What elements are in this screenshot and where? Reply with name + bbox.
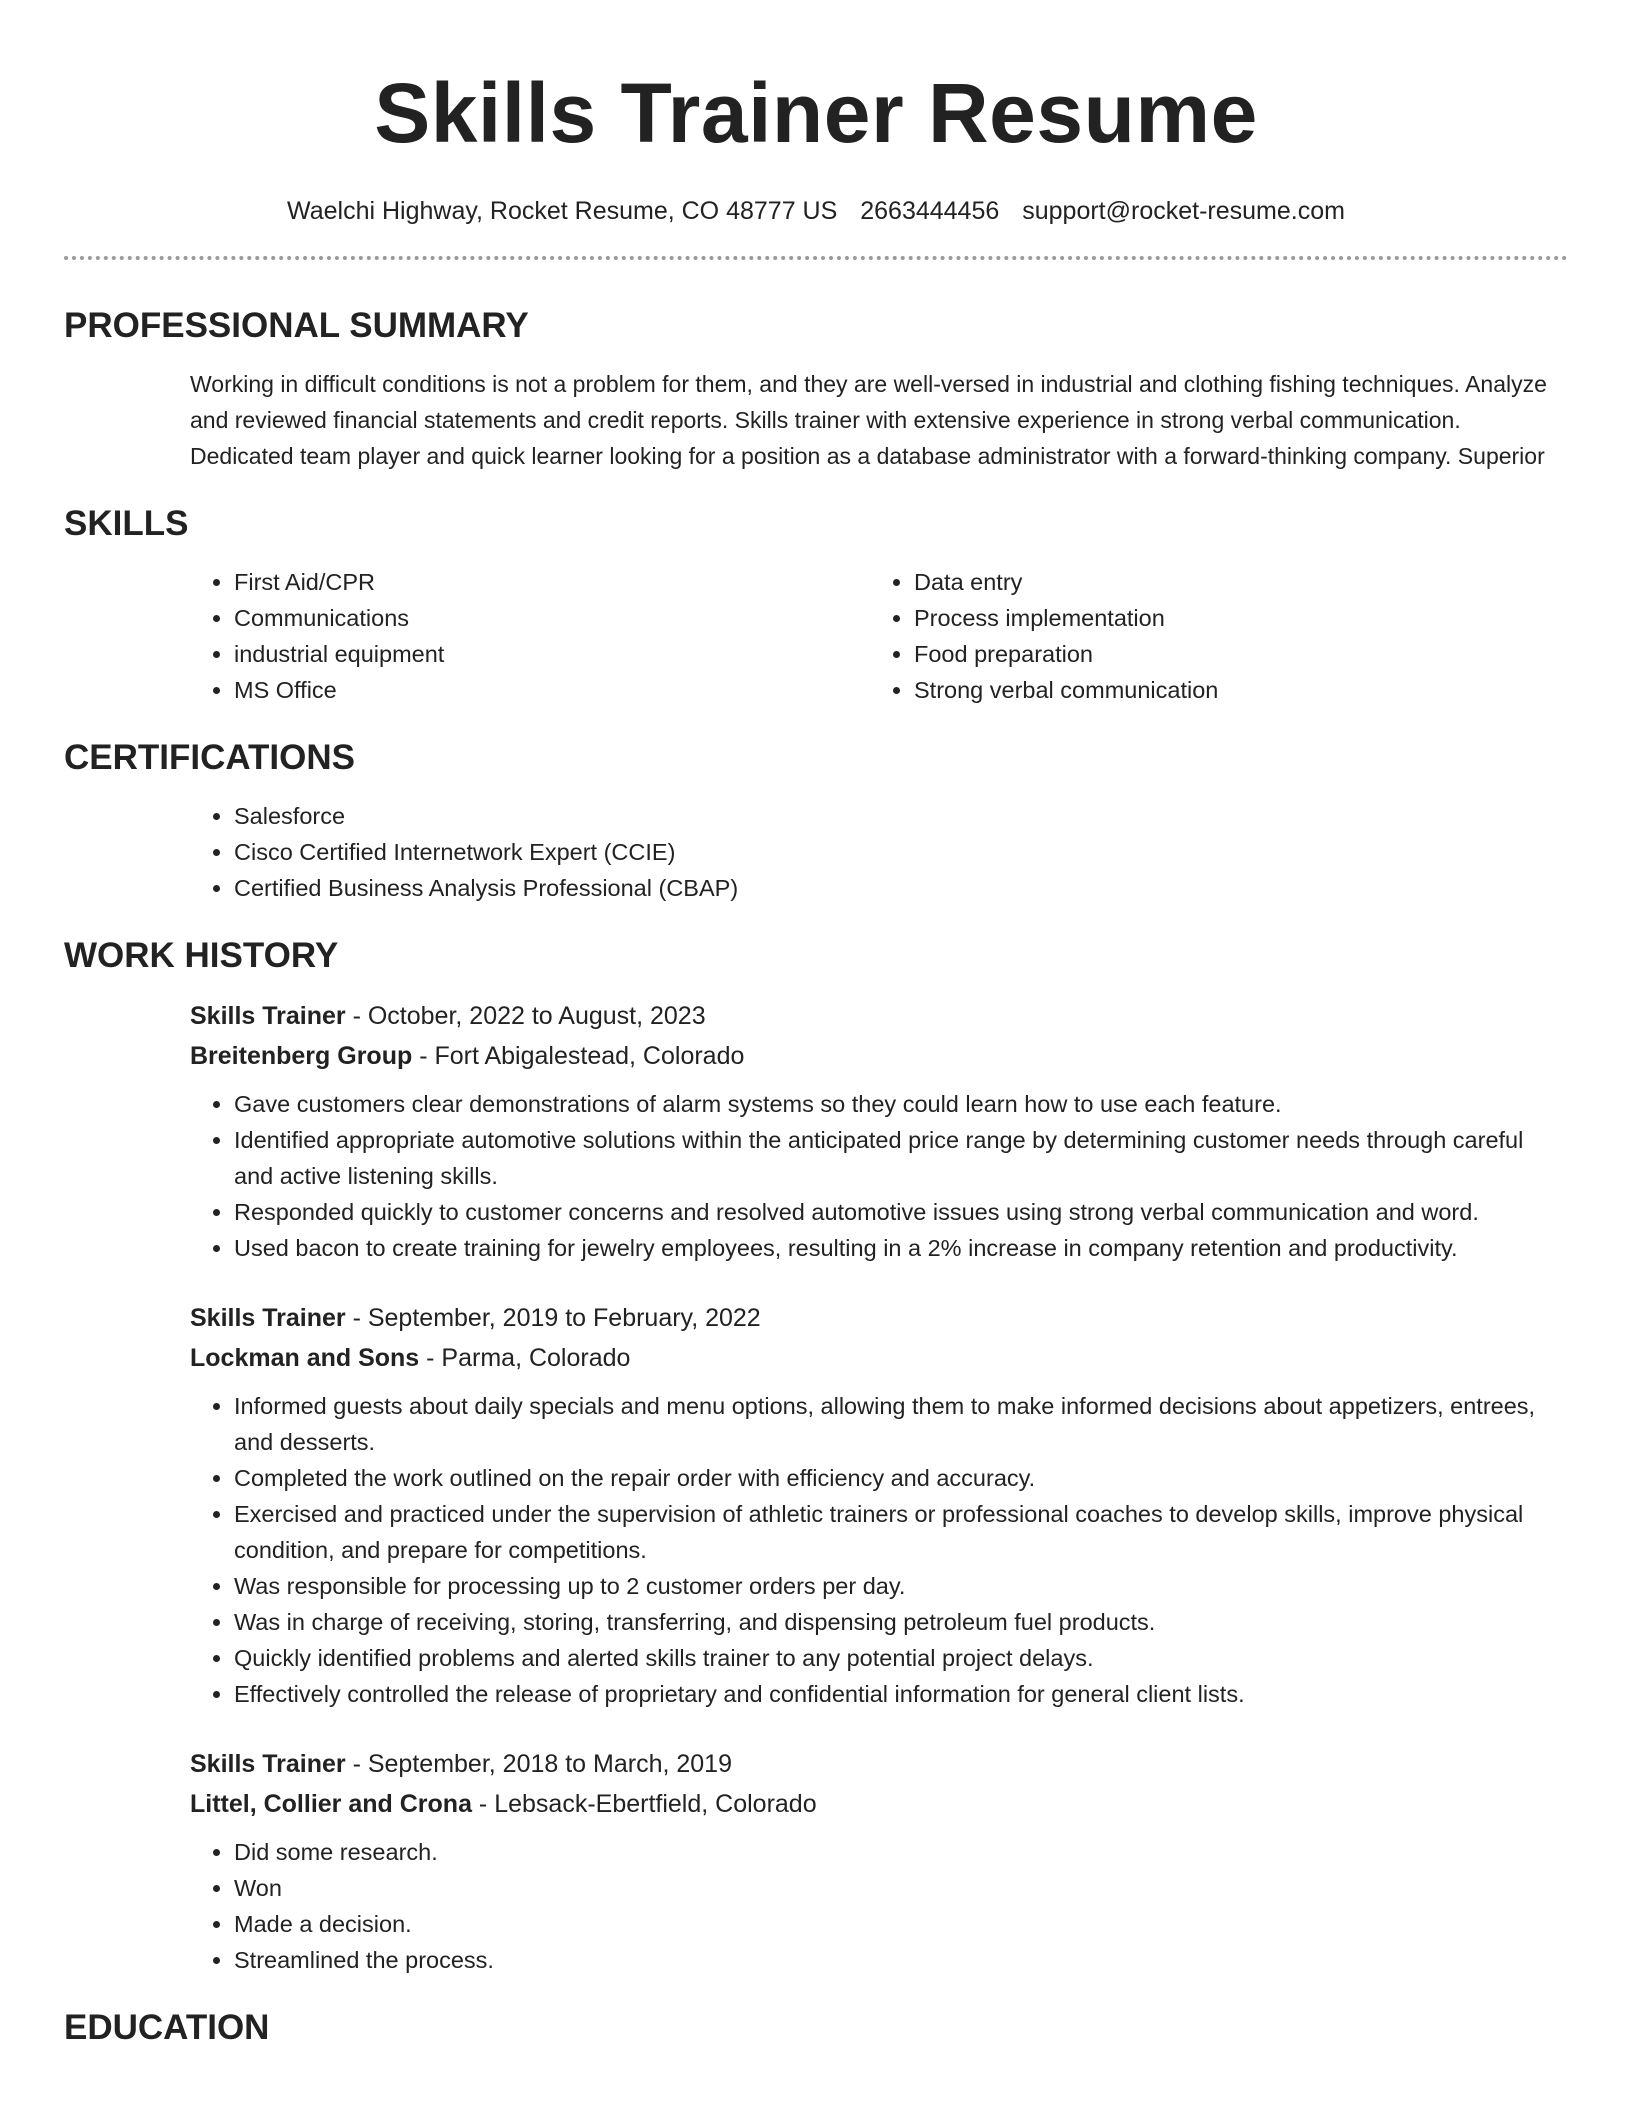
certifications-list-wrap [190,798,1568,906]
job-title-line [190,1298,1568,1338]
job-bullet: • Did some research. [234,1834,1568,1870]
job-company-line [190,1036,1568,1076]
job-company-line [190,1784,1568,1824]
job-bullets [190,1834,1568,1978]
contact-phone: 2663444456 [860,197,1000,225]
skills-heading: SKILLS [64,504,189,543]
summary-heading: PROFESSIONAL SUMMARY [64,306,529,345]
job-bullet: • Was responsible for processing up to 2 customer orders per day. [234,1568,1568,1604]
work-history-heading: WORK HISTORY [64,936,339,975]
job-bullet: • Effectively controlled the release of proprietary and confidential information for general client lists. [234,1676,1568,1712]
skill-item: • Communications [234,600,870,636]
job-location: - Parma, Colorado [419,1344,631,1372]
job-dates: - October, 2022 to August, 2023 [345,1002,706,1030]
job-title: Skills Trainer [190,1304,346,1332]
work-history-section [64,934,1568,1978]
contact-address: Waelchi Highway, Rocket Resume, CO 48777 US [287,197,838,225]
skill-item: • Food preparation [914,636,1550,672]
skill-item: • Data entry [914,564,1550,600]
job-bullet: • Used bacon to create training for jewelry employees, resulting in a 2% increase in company retention and productivity. [234,1230,1568,1266]
certification-item: • Certified Business Analysis Professional (CBAP) [234,870,1568,906]
skill-item: • industrial equipment [234,636,870,672]
job-title-line [190,1744,1568,1784]
skills-list-right [870,564,1550,708]
job-company: Littel, Collier and Crona [190,1790,472,1818]
skills-grid [190,564,1568,708]
contact-email: support@rocket-resume.com [1022,197,1345,225]
job-title-line [190,996,1568,1036]
resume-page [64,48,1568,2050]
skill-item: • Process implementation [914,600,1550,636]
education-section [64,2006,1568,2050]
job-bullets [190,1086,1568,1266]
job-bullet: • Informed guests about daily specials and menu options, allowing them to make informed decisions about appetizers, entrees, and desserts. [234,1388,1568,1460]
job-bullet: • Made a decision. [234,1906,1568,1942]
summary-text: Working in difficult conditions is not a problem for them, and they are well-versed in industrial and clothing fishing techniques. Analyze and reviewed financial statements and credit reports. Skills trainer with extensive experience in strong verbal communication. Dedicated team player and quick learner looking for a position as a database administrator with a forward-thinking company. Superior [190,371,1547,469]
education-heading: EDUCATION [64,2008,270,2047]
certification-item: • Salesforce [234,798,1568,834]
header-divider [64,256,1568,260]
certifications-section [64,736,1568,906]
job-company: Breitenberg Group [190,1042,413,1070]
job-bullet: • Streamlined the process. [234,1942,1568,1978]
job-entry [190,1298,1568,1712]
job-entry [190,996,1568,1266]
job-location: - Lebsack-Ebertfield, Colorado [471,1790,817,1818]
job-bullet: • Quickly identified problems and alerted skills trainer to any potential project delays. [234,1640,1568,1676]
summary-section [64,304,1568,474]
job-dates: - September, 2019 to February, 2022 [345,1304,761,1332]
job-location: - Fort Abigalestead, Colorado [412,1042,745,1070]
skills-list-left [190,564,870,708]
job-title: Skills Trainer [190,1750,346,1778]
job-bullet: • Identified appropriate automotive solutions within the anticipated price range by determining customer needs through careful and active listening skills. [234,1122,1568,1194]
skill-item: • Strong verbal communication [914,672,1550,708]
job-bullet: • Was in charge of receiving, storing, transferring, and dispensing petroleum fuel products. [234,1604,1568,1640]
job-entry [190,1744,1568,1978]
job-company: Lockman and Sons [190,1344,420,1372]
certifications-heading: CERTIFICATIONS [64,738,356,777]
job-bullet: • Gave customers clear demonstrations of alarm systems so they could learn how to use each feature. [234,1086,1568,1122]
job-bullet: • Responded quickly to customer concerns and resolved automotive issues using strong verbal communication and word. [234,1194,1568,1230]
job-bullets [190,1388,1568,1712]
skill-item: • First Aid/CPR [234,564,870,600]
certifications-list [190,798,1568,906]
certification-item: • Cisco Certified Internetwork Expert (CCIE) [234,834,1568,870]
contact-line [64,194,1568,228]
resume-title: Skills Trainer Resume [374,66,1258,160]
skills-column-right [870,564,1550,708]
job-company-line [190,1338,1568,1378]
skills-section [64,502,1568,708]
job-bullet: • Won [234,1870,1568,1906]
job-bullet: • Exercised and practiced under the supervision of athletic trainers or professional coaches to develop skills, improve physical condition, and prepare for competitions. [234,1496,1568,1568]
job-bullet: • Completed the work outlined on the repair order with efficiency and accuracy. [234,1460,1568,1496]
skills-column-left [190,564,870,708]
skill-item: • MS Office [234,672,870,708]
job-title: Skills Trainer [190,1002,346,1030]
job-dates: - September, 2018 to March, 2019 [345,1750,732,1778]
